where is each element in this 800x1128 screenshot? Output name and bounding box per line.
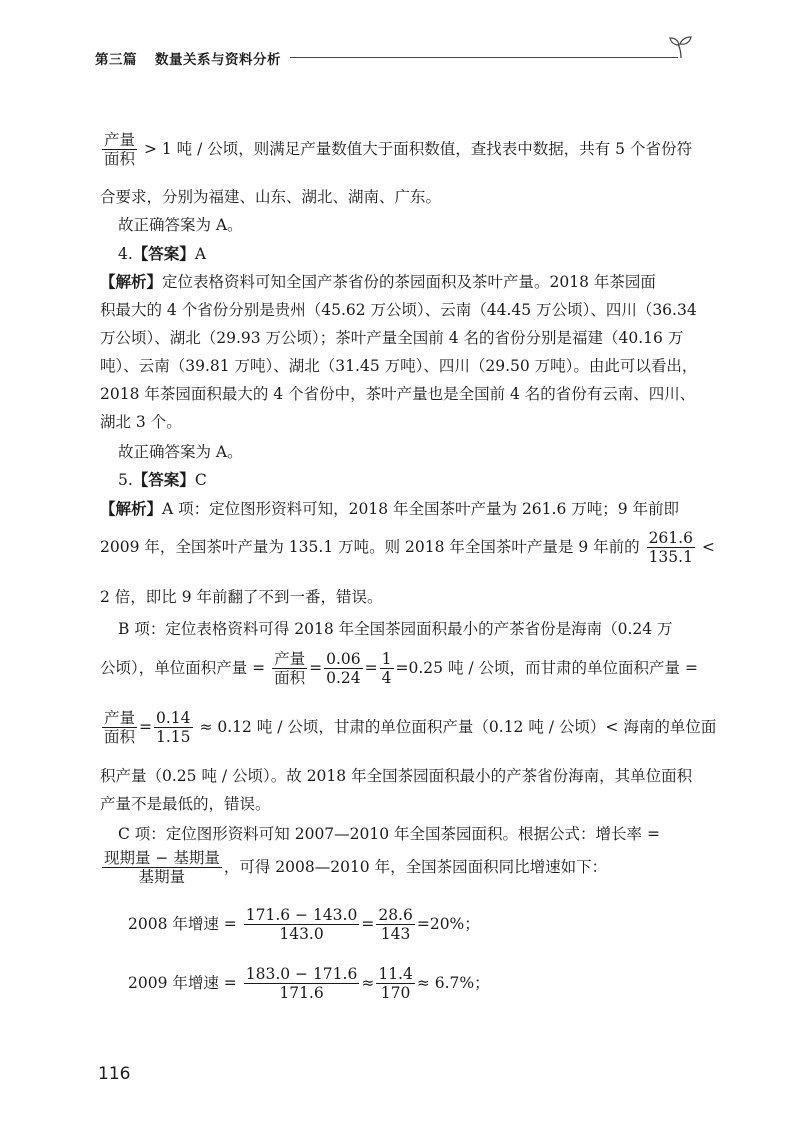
- result: ≈ 6.7%；: [416, 973, 490, 992]
- running-header: [95, 48, 281, 68]
- numerator: 261.6: [648, 529, 693, 547]
- text: A 项：定位图形资料可知，2018 年全国茶叶产量为 261.6 万吨；9 年前即: [162, 500, 680, 518]
- fraction-output-area: [102, 710, 137, 746]
- denominator: 143: [380, 925, 411, 944]
- numerator: 183.0 − 171.6: [245, 965, 358, 983]
- option-c-line-1: C 项：定位图形资料可知 2007—2010 年全国茶园面积。根据公式：增长率 =: [118, 825, 660, 843]
- fraction-output-area: [102, 132, 137, 168]
- equals-sign: =: [364, 658, 378, 677]
- fraction-gansu: [154, 710, 193, 746]
- denominator: 143.0: [279, 925, 324, 944]
- question-4-answer: [118, 242, 206, 264]
- fraction-output-ratio: [647, 530, 695, 566]
- numerator: 产量: [104, 709, 136, 727]
- fraction-quarter: [380, 651, 394, 687]
- fraction-2009-approx: [376, 966, 415, 1002]
- fraction-2008-raw: [244, 907, 360, 943]
- denominator: 基期量: [138, 868, 186, 887]
- text: 2009 年，全国茶叶产量为 135.1 万吨。则 2018 年全国茶叶产量是 9 年前的: [100, 537, 640, 556]
- fraction-hainan: [324, 651, 363, 687]
- conclusion-4: 故正确答案为 A。: [118, 443, 243, 461]
- denominator: 0.24: [326, 669, 361, 688]
- numerator: 现期量 − 基期量: [104, 849, 220, 867]
- analysis-5-line-3: 2 倍，即比 9 年前翻了不到一番，错误。: [100, 588, 383, 606]
- denominator: 170: [380, 984, 411, 1003]
- equation-label: 2009 年增速 =: [128, 973, 237, 992]
- page-number: 116: [98, 1064, 131, 1084]
- result: =20%；: [416, 914, 480, 933]
- equals-sign: =: [361, 914, 375, 933]
- analysis-4-line-4: 吨）、云南（39.81 万吨）、湖北（31.45 万吨）、四川（29.50 万吨）。由此可以看出，: [100, 357, 698, 375]
- conclusion-3: 故正确答案为 A。: [118, 216, 243, 234]
- analysis-5-line-2: [100, 530, 715, 566]
- analysis-4-line-2: 积最大的 4 个省份分别是贵州（45.62 万公顷）、云南（44.45 万公顷）、四川（36.34: [100, 301, 697, 319]
- text: ≈ 0.12 吨 / 公顷，甘肃的单位面积产量（0.12 吨 / 公顷）< 海南的单位面: [199, 717, 717, 736]
- denominator: 面积: [274, 669, 306, 688]
- answer-label: 【答案】: [132, 244, 195, 263]
- fraction-output-area: [272, 651, 307, 687]
- numerator: 产量: [274, 650, 306, 668]
- body-line-1: [100, 132, 692, 168]
- sprout-icon: [668, 34, 694, 60]
- analysis-4-line-5: 2018 年茶园面积最大的 4 个省份中，茶叶产量也是全国前 4 名的省份有云南、四川、: [100, 385, 696, 403]
- question-number: 5.: [118, 471, 133, 489]
- approx-sign: ≈: [361, 973, 375, 992]
- question-number: 4.: [118, 245, 133, 263]
- equation-label: 2008 年增速 =: [128, 914, 237, 933]
- analysis-4-line-1: [100, 270, 656, 292]
- answer-value: C: [194, 471, 207, 489]
- header-part: 第三篇: [95, 52, 137, 68]
- denominator: 171.6: [279, 984, 324, 1003]
- fraction-growth-rate-formula: [102, 850, 222, 886]
- analysis-label: 【解析】: [100, 499, 163, 518]
- text: 公顷），单位面积产量 =: [100, 658, 266, 677]
- option-b-line-4: 积产量（0.25 吨 / 公顷）。故 2018 年全国茶园面积最小的产茶省份海南，其单位面积: [100, 767, 693, 785]
- denominator: 135.1: [648, 548, 693, 567]
- text: > 1 吨 / 公顷，则满足产量数值大于面积数值，查找表中数据，共有 5 个省份符: [143, 139, 692, 158]
- numerator: 0.06: [326, 650, 361, 668]
- text: 定位表格资料可知全国产茶省份的茶园面积及茶叶产量。2018 年茶园面: [162, 273, 656, 291]
- equals-sign: =: [309, 658, 323, 677]
- numerator: 28.6: [378, 906, 413, 924]
- header-rule: [290, 57, 678, 58]
- body-line-2: 合要求，分别为福建、山东、湖北、湖南、广东。: [100, 188, 442, 206]
- analysis-5-line-1: [100, 497, 679, 519]
- numerator: 1: [381, 650, 392, 668]
- numerator: 171.6 − 143.0: [245, 906, 358, 924]
- denominator: 面积: [104, 150, 136, 169]
- question-5-answer: [118, 468, 207, 490]
- equals-sign: =: [139, 717, 153, 736]
- numerator: 产量: [104, 131, 136, 149]
- option-c-line-2: [100, 850, 607, 886]
- option-b-line-5: 产量不是最低的，错误。: [100, 795, 271, 813]
- text: ，可得 2008—2010 年，全国茶园面积同比增速如下：: [223, 857, 608, 876]
- numerator: 11.4: [378, 965, 413, 983]
- numerator: 0.14: [156, 709, 191, 727]
- analysis-4-line-3: 万公顷）、湖北（29.93 万公顷）；茶叶产量全国前 4 名的省份分别是福建（40.16 万: [100, 329, 684, 347]
- header-title: 数量关系与资料分析: [155, 52, 281, 68]
- fraction-2008-reduced: [376, 907, 415, 943]
- option-b-line-3: [100, 710, 716, 746]
- fraction-2009-raw: [244, 966, 360, 1002]
- text: =0.25 吨 / 公顷，而甘肃的单位面积产量 =: [395, 658, 698, 677]
- option-b-line-1: B 项：定位表格资料可得 2018 年全国茶园面积最小的产茶省份是海南（0.24 万: [118, 620, 673, 638]
- analysis-4-line-6: 湖北 3 个。: [100, 413, 182, 431]
- less-than-sign: <: [701, 537, 715, 556]
- denominator: 4: [381, 669, 392, 688]
- denominator: 面积: [104, 728, 136, 747]
- equation-2008: [128, 907, 480, 943]
- analysis-label: 【解析】: [100, 272, 163, 291]
- equation-2009: [128, 966, 490, 1002]
- answer-label: 【答案】: [132, 470, 195, 489]
- option-b-line-2: [100, 651, 698, 687]
- answer-value: A: [194, 245, 207, 263]
- denominator: 1.15: [156, 728, 191, 747]
